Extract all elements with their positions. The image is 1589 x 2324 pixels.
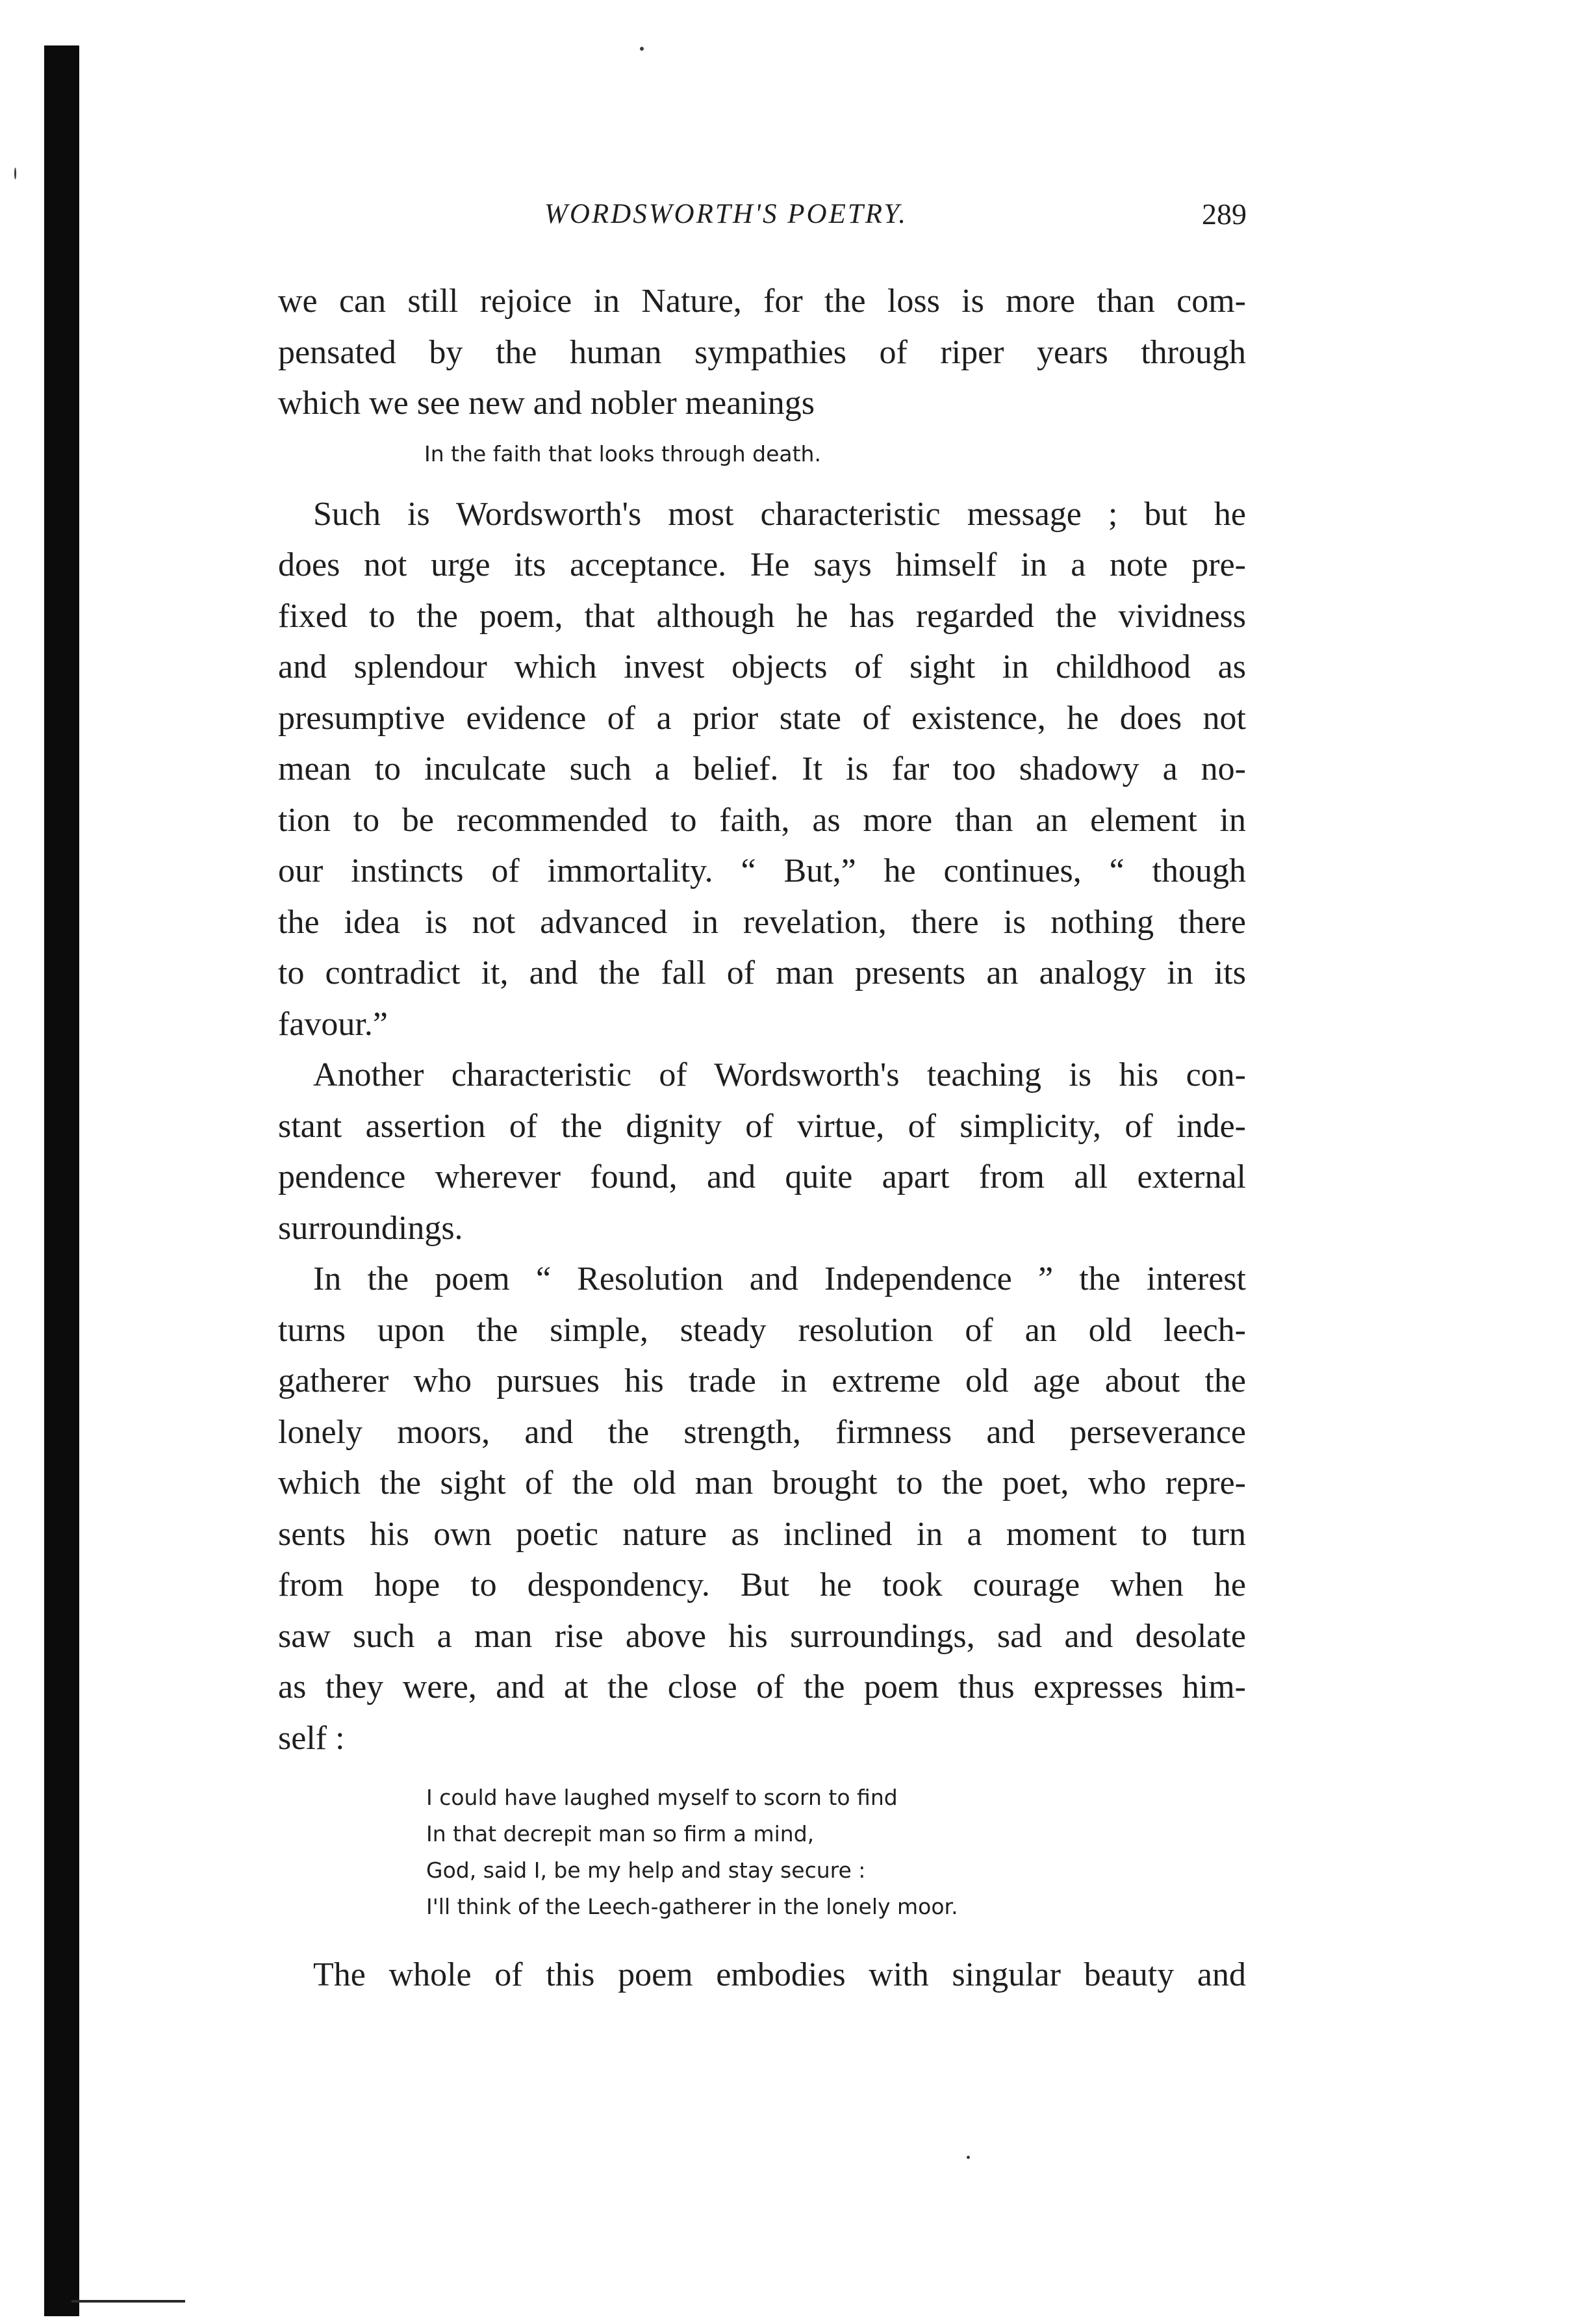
text-line: does not urge its acceptance. He says himself in a note pre- bbox=[278, 546, 1246, 583]
text-line: tion to be recommended to faith, as more than an element in bbox=[278, 801, 1246, 839]
binding-edge bbox=[44, 45, 79, 2316]
text-line: surroundings. bbox=[278, 1209, 463, 1247]
text-line: which we see new and nobler meanings bbox=[278, 385, 815, 422]
text-line: our instincts of immortality. “ But,” he continues, “ though bbox=[278, 852, 1246, 889]
text-line: In the poem “ Resolution and Independence ” the interest bbox=[313, 1260, 1246, 1297]
verse-line: In that decrepit man so firm a mind, bbox=[426, 1821, 815, 1846]
quote-line: In the faith that looks through death. bbox=[424, 441, 821, 466]
text-line: turns upon the simple, steady resolution of an old leech- bbox=[278, 1311, 1246, 1349]
text-line: stant assertion of the dignity of virtue, of simplicity, of inde- bbox=[278, 1107, 1246, 1145]
text-line: and splendour which invest objects of sight in childhood as bbox=[278, 648, 1246, 685]
text-line: to contradict it, and the fall of man presents an analogy in its bbox=[278, 954, 1246, 991]
text-line: as they were, and at the close of the poem thus expresses him- bbox=[278, 1668, 1246, 1705]
text-line: which the sight of the old man brought to the poet, who repre- bbox=[278, 1464, 1246, 1501]
block-quote bbox=[278, 436, 1246, 472]
paragraph-3 bbox=[278, 1050, 1246, 1254]
text-line: we can still rejoice in Nature, for the loss is more than com- bbox=[278, 283, 1246, 320]
text-line: The whole of this poem embodies with singular beauty and bbox=[313, 1956, 1246, 1993]
verse-line: I could have laughed myself to scorn to find bbox=[426, 1785, 898, 1810]
text-line: fixed to the poem, that although he has regarded the vividness bbox=[278, 597, 1246, 635]
text-line: gatherer who pursues his trade in extreme old age about the bbox=[278, 1362, 1246, 1399]
page-number: 289 bbox=[1202, 198, 1247, 231]
scan-speck bbox=[14, 168, 16, 179]
verse-quote bbox=[278, 1780, 1246, 1925]
text-line: pensated by the human sympathies of riper years through bbox=[278, 333, 1246, 371]
text-line: sents his own poetic nature as inclined in a moment to turn bbox=[278, 1515, 1246, 1553]
paragraph-4 bbox=[278, 1254, 1246, 1764]
text-line: Another characteristic of Wordsworth's teaching is his con- bbox=[313, 1056, 1246, 1093]
text-line: mean to inculcate such a belief. It is far too shadowy a no- bbox=[278, 750, 1246, 787]
text-line: the idea is not advanced in revelation, there is nothing there bbox=[278, 903, 1246, 941]
scan-speck bbox=[640, 47, 644, 51]
text-line: Such is Wordsworth's most characteristic message ; but he bbox=[313, 495, 1246, 533]
text-line: lonely moors, and the strength, firmness and perseverance bbox=[278, 1413, 1246, 1451]
running-title: WORDSWORTH'S POETRY. bbox=[544, 199, 908, 229]
verse-line: I'll think of the Leech-gatherer in the lonely moor. bbox=[426, 1894, 958, 1919]
page-header bbox=[0, 198, 1589, 250]
page-body bbox=[278, 276, 1246, 2001]
paragraph-1 bbox=[278, 276, 1246, 429]
scan-speck bbox=[967, 2156, 970, 2159]
text-line: presumptive evidence of a prior state of existence, he does not bbox=[278, 699, 1246, 737]
text-line: saw such a man rise above his surroundings, sad and desolate bbox=[278, 1617, 1246, 1655]
text-line: self : bbox=[278, 1719, 345, 1757]
text-line: from hope to despondency. But he took courage when he bbox=[278, 1566, 1246, 1603]
text-line: favour.” bbox=[278, 1005, 388, 1043]
paragraph-2 bbox=[278, 489, 1246, 1051]
paragraph-5 bbox=[278, 1950, 1246, 2001]
binding-edge-foot bbox=[71, 2300, 185, 2303]
verse-line: God, said I, be my help and stay secure : bbox=[426, 1858, 866, 1883]
text-line: pendence wherever found, and quite apart from all external bbox=[278, 1158, 1246, 1195]
